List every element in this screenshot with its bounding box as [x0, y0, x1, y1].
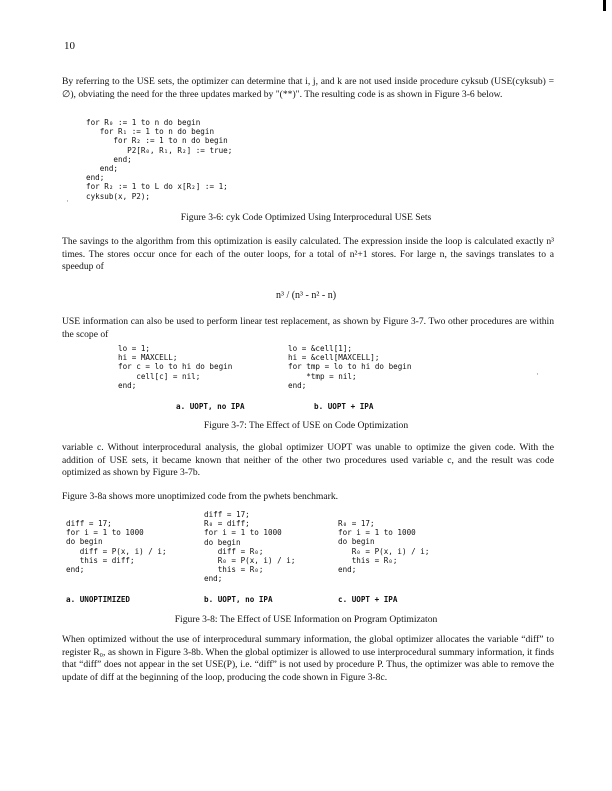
paragraph-text: By referring to the USE sets, the optimizer can determine that i, j, and k are not used inside procedure cyksub (USE(cyksub) = ∅), obviating the need for the three updates marked by "(**)". The resulting code is as shown in Figure 3-6 below. [62, 76, 554, 100]
code-figure-3-8a: diff = 17; for i = 1 to 1000 do begin diff = P(x, i) / i; this = diff; end; [66, 519, 167, 575]
paragraph-variable-c [62, 442, 554, 480]
paragraph-optimized [62, 634, 554, 684]
label-figure-3-8a: a. UNOPTIMIZED [66, 595, 131, 604]
figure-3-7-caption: Figure 3-7: The Effect of USE on Code Optimization [203, 420, 409, 431]
paragraph-savings [62, 236, 554, 274]
page-edge-mark [603, 0, 606, 11]
scan-speck: · [66, 196, 69, 206]
paragraph-text: USE information can also be used to perform linear test replacement, as shown by Figure 3-7. Two other procedures are within the scope of [62, 316, 554, 340]
figure-3-8-caption: Figure 3-8: The Effect of USE Information on Program Optimizaton [174, 614, 438, 625]
code-figure-3-6: for R₀ := 1 to n do begin for R₁ := 1 to n do begin for R₂ := 1 to n do begin P2[R₀, R₁, R₂] := true; end; end; end; for R₂ := 1 to L do x[R₂] := 1; cyksub(x, P2); [86, 118, 233, 201]
paragraph-text: The savings to the algorithm from this optimization is easily calculated. The expression inside the loop is calculated exactly n³ times. The stores occur once for each of the outer loops, for a total of n²+1 stores. For large n, the savings translates to a speedup of [62, 236, 554, 273]
code-figure-3-7a: lo = 1; hi = MAXCELL; for c = lo to hi do begin cell[c] = nil; end; [118, 344, 233, 390]
paragraph-text: When optimized without the use of interprocedural summary information, the global optimizer allocates the variable “diff” to register R₀, as shown in Figure 3-8b. When the global optimizer is allowed to use interprocedural summary information, it finds that “diff” does not appear in the set USE(P), i.e. “diff” is not used by procedure P. Thus, the optimizer was able to remove the update of diff at the beginning of the loop, producing the code shown in Figure 3-8c. [62, 634, 554, 683]
paragraph-text: variable c. Without interprocedural analysis, the global optimizer UOPT was unable to optimize the given code. With the addition of USE sets, it became known that neither of the other two procedures used variable c, and the result was code optimized as shown by Figure 3-7b. [62, 442, 554, 479]
paragraph-pwhets [62, 491, 554, 504]
code-figure-3-8c: R₀ = 17; for i = 1 to 1000 do begin R₀ = P(x, i) / i; this = R₀; end; [338, 519, 430, 575]
label-figure-3-8c: c. UOPT + IPA [338, 595, 398, 604]
paragraph-use-sets [62, 76, 554, 101]
label-figure-3-7b: b. UOPT + IPA [314, 402, 374, 411]
figure-3-6-caption: Figure 3-6: cyk Code Optimized Using Interprocedural USE Sets [180, 212, 432, 223]
page-number: 10 [64, 40, 75, 52]
paragraph-text: Figure 3-8a shows more unoptimized code from the pwhets benchmark. [62, 491, 339, 502]
code-figure-3-7b: lo = &cell[1]; hi = &cell[MAXCELL]; for tmp = lo to hi do begin *tmp = nil; end; [288, 344, 412, 390]
speedup-formula: n³ / (n³ - n² - n) [275, 290, 337, 301]
label-figure-3-8b: b. UOPT, no IPA [204, 595, 273, 604]
paragraph-linear-test [62, 316, 554, 341]
code-figure-3-8b: diff = 17; R₀ = diff; for i = 1 to 1000 do begin diff = R₀; R₀ = P(x, i) / i; this = R₀; end; [204, 510, 296, 584]
scan-speck: · [536, 369, 539, 379]
label-figure-3-7a: a. UOPT, no IPA [176, 402, 245, 411]
